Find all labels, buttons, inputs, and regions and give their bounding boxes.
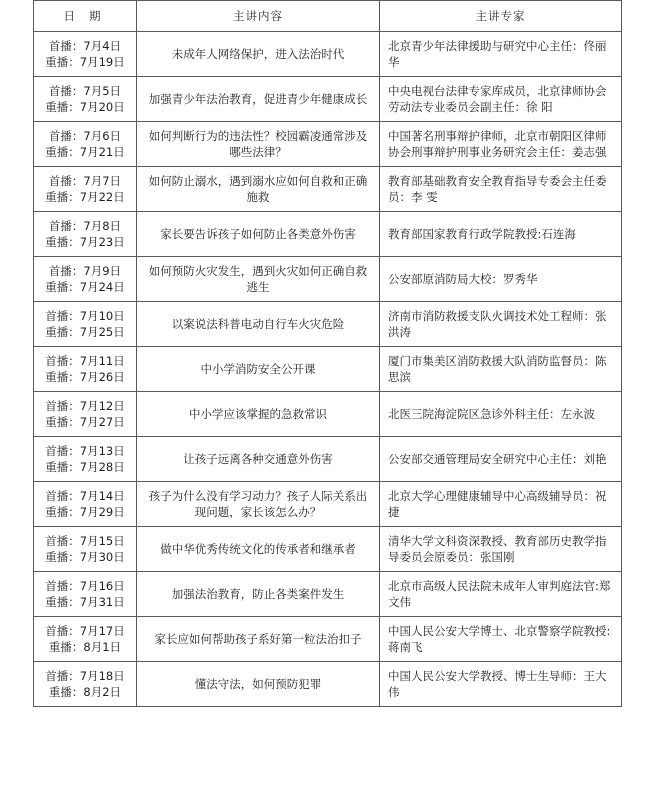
rerun-date: 重播：7月21日 <box>45 145 125 159</box>
expert-cell: 中国人民公安大学教授、博士生导师：王大伟 <box>380 662 622 707</box>
date-cell <box>34 482 137 527</box>
rerun-date: 重播：7月25日 <box>45 325 125 339</box>
expert-cell: 中国人民公安大学博士、北京警察学院教授:蒋南飞 <box>380 617 622 662</box>
premiere-date: 首播：7月13日 <box>45 444 125 458</box>
rerun-date: 重播：8月1日 <box>48 640 122 654</box>
topic-cell: 如何判断行为的违法性？校园霸凌通常涉及哪些法律？ <box>137 122 380 167</box>
topic-cell: 未成年人网络保护，进入法治时代 <box>137 32 380 77</box>
expert-cell: 北京青少年法律援助与研究中心主任：佟丽华 <box>380 32 622 77</box>
date-cell <box>34 257 137 302</box>
rerun-date: 重播：7月20日 <box>45 100 125 114</box>
expert-cell: 北京大学心理健康辅导中心高级辅导员：祝 捷 <box>380 482 622 527</box>
topic-cell: 做中华优秀传统文化的传承者和继承者 <box>137 527 380 572</box>
premiere-date: 首播：7月16日 <box>45 579 125 593</box>
date-cell <box>34 572 137 617</box>
date-cell <box>34 122 137 167</box>
table-row <box>34 302 622 347</box>
header-date: 日期 <box>34 1 137 32</box>
expert-cell: 中央电视台法律专家库成员，北京律师协会劳动法专业委员会副主任：徐 阳 <box>380 77 622 122</box>
date-cell <box>34 662 137 707</box>
date-cell <box>34 167 137 212</box>
table-row <box>34 527 622 572</box>
expert-cell: 济南市消防救援支队火调技术处工程师：张洪涛 <box>380 302 622 347</box>
topic-cell: 家长要告诉孩子如何防止各类意外伤害 <box>137 212 380 257</box>
rerun-date: 重播：7月27日 <box>45 415 125 429</box>
expert-cell: 公安部原消防局大校：罗秀华 <box>380 257 622 302</box>
premiere-date: 首播：7月6日 <box>48 129 122 143</box>
premiere-date: 首播：7月18日 <box>45 669 125 683</box>
header-expert: 主讲专家 <box>380 1 622 32</box>
date-cell <box>34 302 137 347</box>
rerun-date: 重播：7月23日 <box>45 235 125 249</box>
expert-cell: 厦门市集美区消防救援大队消防监督员：陈思滨 <box>380 347 622 392</box>
date-cell <box>34 212 137 257</box>
rerun-date: 重播：7月31日 <box>45 595 125 609</box>
topic-cell: 如何防止溺水，遇到溺水应如何自救和正确施救 <box>137 167 380 212</box>
date-cell <box>34 437 137 482</box>
topic-cell: 让孩子远离各种交通意外伤害 <box>137 437 380 482</box>
expert-cell: 北医三院海淀院区急诊外科主任：左永波 <box>380 392 622 437</box>
expert-cell: 教育部国家教育行政学院教授:石连海 <box>380 212 622 257</box>
table-row <box>34 437 622 482</box>
expert-cell: 北京市高级人民法院未成年人审判庭法官:郑文伟 <box>380 572 622 617</box>
expert-cell: 教育部基础教育安全教育指导专委会主任委员：李 雯 <box>380 167 622 212</box>
rerun-date: 重播：7月26日 <box>45 370 125 384</box>
header-topic: 主讲内容 <box>137 1 380 32</box>
date-cell <box>34 392 137 437</box>
premiere-date: 首播：7月7日 <box>48 174 122 188</box>
date-cell <box>34 77 137 122</box>
topic-cell: 以案说法科普电动自行车火灾危险 <box>137 302 380 347</box>
expert-cell: 公安部交通管理局安全研究中心主任：刘艳 <box>380 437 622 482</box>
rerun-date: 重播：7月19日 <box>45 55 125 69</box>
premiere-date: 首播：7月4日 <box>48 39 122 53</box>
premiere-date: 首播：7月17日 <box>45 624 125 638</box>
expert-cell: 清华大学文科资深教授、教育部历史教学指导委员会原委员：张国刚 <box>380 527 622 572</box>
premiere-date: 首播：7月14日 <box>45 489 125 503</box>
table-row <box>34 167 622 212</box>
rerun-date: 重播：7月30日 <box>45 550 125 564</box>
premiere-date: 首播：7月5日 <box>48 84 122 98</box>
topic-cell: 懂法守法，如何预防犯罪 <box>137 662 380 707</box>
table-row <box>34 32 622 77</box>
table-row <box>34 347 622 392</box>
table-row <box>34 572 622 617</box>
rerun-date: 重播：7月29日 <box>45 505 125 519</box>
date-cell <box>34 347 137 392</box>
rerun-date: 重播：7月22日 <box>45 190 125 204</box>
topic-cell: 加强青少年法治教育，促进青少年健康成长 <box>137 77 380 122</box>
topic-cell: 中小学消防安全公开课 <box>137 347 380 392</box>
date-cell <box>34 527 137 572</box>
date-cell <box>34 617 137 662</box>
rerun-date: 重播：8月2日 <box>48 685 122 699</box>
table-row <box>34 212 622 257</box>
topic-cell: 中小学应该掌握的急救常识 <box>137 392 380 437</box>
premiere-date: 首播：7月8日 <box>48 219 122 233</box>
topic-cell: 孩子为什么没有学习动力？孩子人际关系出现问题，家长该怎么办？ <box>137 482 380 527</box>
table-row <box>34 617 622 662</box>
premiere-date: 首播：7月9日 <box>48 264 122 278</box>
premiere-date: 首播：7月10日 <box>45 309 125 323</box>
header-row <box>34 1 622 32</box>
premiere-date: 首播：7月15日 <box>45 534 125 548</box>
table-row <box>34 662 622 707</box>
topic-cell: 家长应如何帮助孩子系好第一粒法治扣子 <box>137 617 380 662</box>
schedule-table <box>33 0 622 707</box>
expert-cell: 中国著名刑事辩护律师，北京市朝阳区律师协会刑事辩护刑事业务研究会主任：姜志强 <box>380 122 622 167</box>
table-row <box>34 392 622 437</box>
date-cell <box>34 32 137 77</box>
premiere-date: 首播：7月11日 <box>45 354 125 368</box>
rerun-date: 重播：7月24日 <box>45 280 125 294</box>
table-row <box>34 122 622 167</box>
table-row <box>34 257 622 302</box>
table-row <box>34 482 622 527</box>
topic-cell: 如何预防火灾发生，遇到火灾如何正确自救逃生 <box>137 257 380 302</box>
table-row <box>34 77 622 122</box>
topic-cell: 加强法治教育，防止各类案件发生 <box>137 572 380 617</box>
rerun-date: 重播：7月28日 <box>45 460 125 474</box>
premiere-date: 首播：7月12日 <box>45 399 125 413</box>
